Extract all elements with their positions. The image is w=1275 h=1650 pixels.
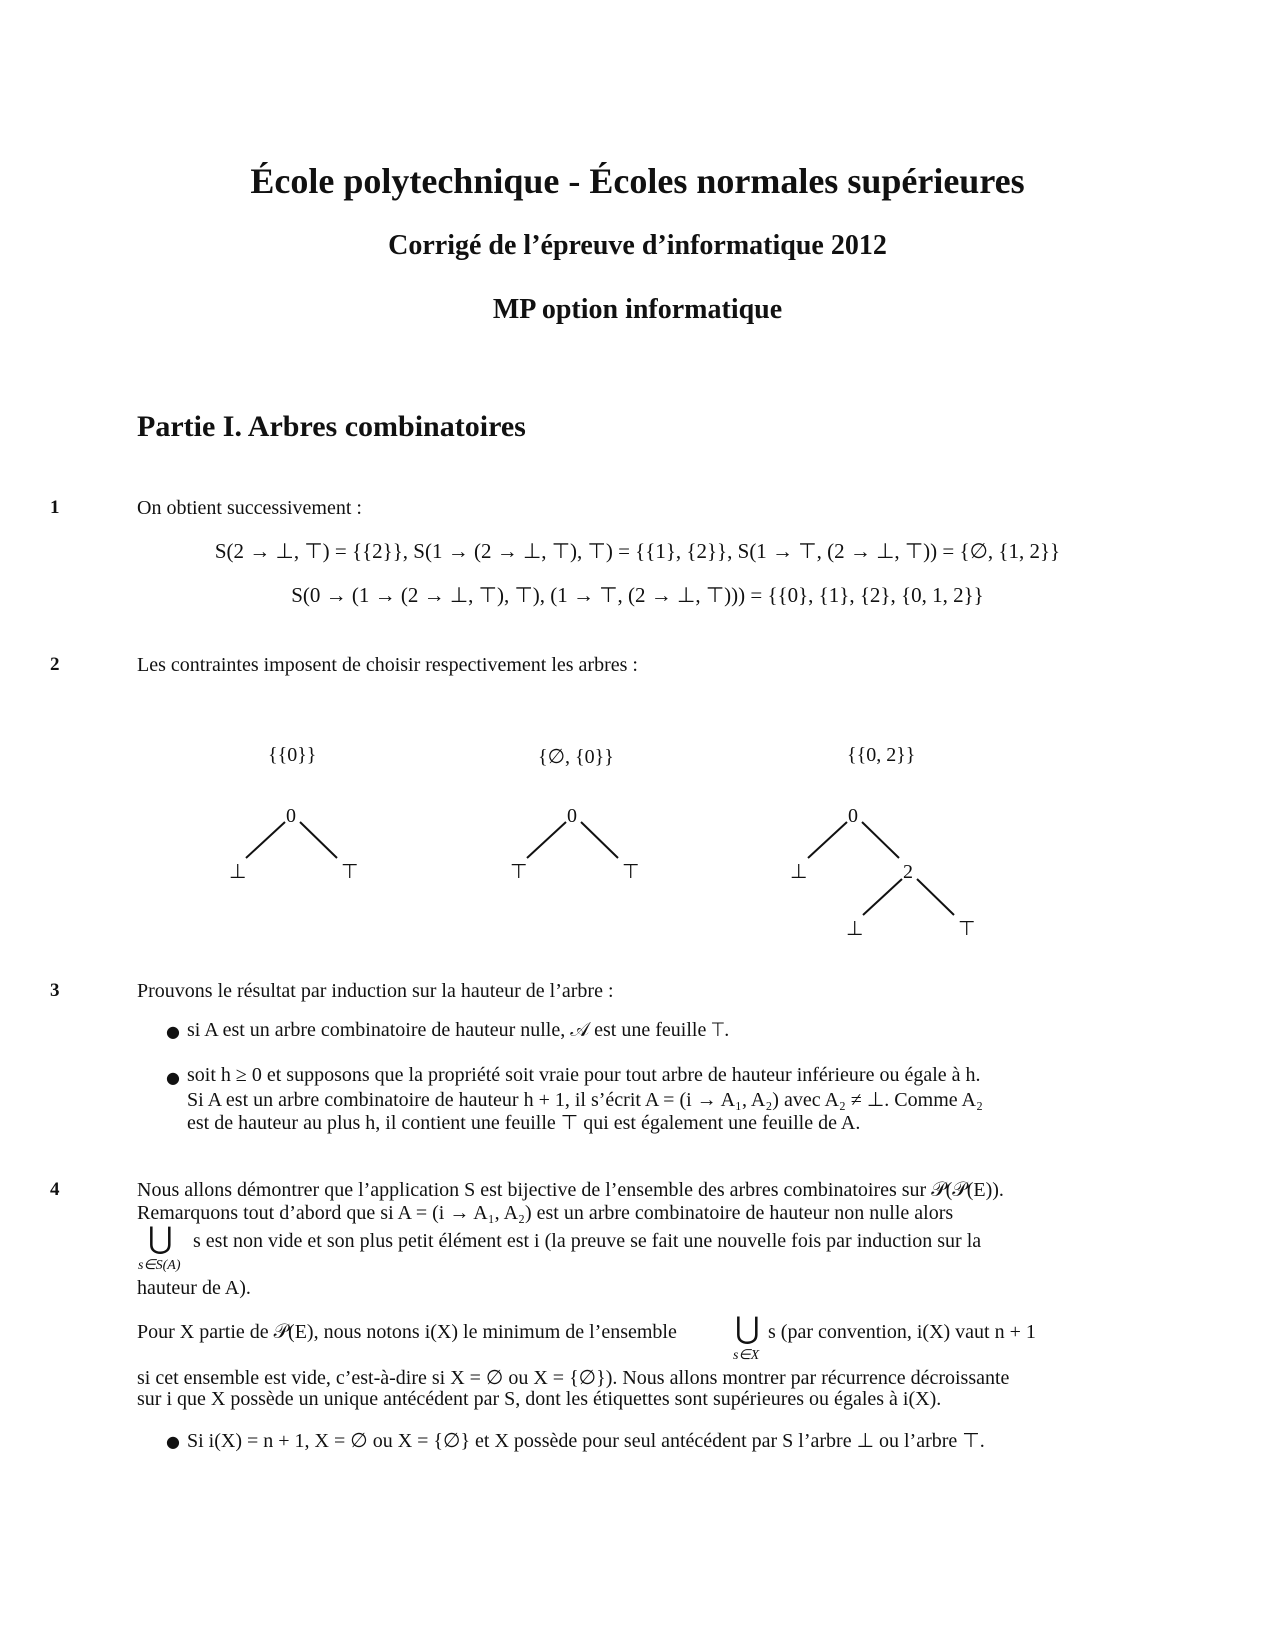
tree2-set-label: {∅, {0}} bbox=[538, 746, 614, 768]
tree3-root: 0 bbox=[848, 805, 858, 827]
tree2-edge-left bbox=[527, 822, 566, 858]
q4-bullet-1: Si i(X) = n + 1, X = ∅ ou X = {∅} et X possède pour seul antécédent par S l’arbre ⊥ ou l’arbre ⊤. bbox=[187, 1430, 985, 1452]
q4-para2-line-3: sur i que X possède un unique antécédent par S, dont les étiquettes sont supérieures ou égales à i(X). bbox=[137, 1388, 942, 1410]
tree3-subedge-left bbox=[863, 879, 902, 915]
tree1-root: 0 bbox=[286, 805, 296, 827]
question-number-2: 2 bbox=[50, 654, 60, 675]
q1-equation-1: S(2 → ⊥, ⊤) = {{2}}, S(1 → (2 → ⊥, ⊤), ⊤) = {{1}, {2}}, S(1 → ⊤, (2 → ⊥, ⊤)) = {∅, {1, 2}} bbox=[214, 539, 1061, 563]
tree2-edge-right bbox=[581, 822, 618, 858]
q4-para1-line-2: Remarquons tout d’abord que si A = (i → A₁, A₂) est un arbre combinatoire de hauteur non nulle alors bbox=[137, 1202, 954, 1224]
tree1-set-label: {{0}} bbox=[268, 744, 317, 766]
tree2-root: 0 bbox=[567, 805, 577, 827]
bullet-icon: ● bbox=[166, 1432, 180, 1451]
tree1-edge-left bbox=[246, 822, 285, 858]
q4-para1-line-4: hauteur de A). bbox=[137, 1277, 251, 1299]
q4-para2-line-1a: Pour X partie de 𝒫(E), nous notons i(X) le minimum de l’ensemble bbox=[137, 1321, 677, 1343]
union-subscript-2: s∈X bbox=[733, 1348, 760, 1363]
tree1-leaf-right: ⊤ bbox=[341, 861, 359, 883]
q4-para2-line-1b: s (par convention, i(X) vaut n + 1 bbox=[768, 1321, 1036, 1343]
tree3-node-right: 2 bbox=[903, 861, 913, 883]
bullet-icon: ● bbox=[166, 1022, 180, 1041]
q3-intro: Prouvons le résultat par induction sur la hauteur de l’arbre : bbox=[137, 980, 614, 1002]
tree2-leaf-left: ⊤ bbox=[510, 861, 528, 883]
page-option: MP option informatique bbox=[492, 294, 783, 325]
tree3-subedge-right bbox=[917, 879, 954, 915]
q3-bullet-2-line-1: soit h ≥ 0 et supposons que la propriété soit vraie pour tout arbre de hauteur inférieure ou égale à h. bbox=[187, 1064, 981, 1086]
tree3-sub-leaf-right: ⊤ bbox=[958, 918, 976, 940]
big-union-symbol: ⋃ bbox=[148, 1221, 173, 1256]
page-title: École polytechnique - Écoles normales supérieures bbox=[250, 161, 1025, 201]
q4-para2-line-2: si cet ensemble est vide, c’est-à-dire si X = ∅ ou X = {∅}). Nous allons montrer par récurrence décroissante bbox=[137, 1367, 1010, 1389]
section-title: Partie I. Arbres combinatoires bbox=[137, 410, 526, 443]
q1-equation-2: S(0 → (1 → (2 → ⊥, ⊤), ⊤), (1 → ⊤, (2 → ⊥, ⊤))) = {{0}, {1}, {2}, {0, 1, 2}} bbox=[291, 583, 984, 607]
question-number-3: 3 bbox=[50, 980, 60, 1001]
tree3-leaf-left: ⊥ bbox=[790, 861, 808, 883]
q4-para1-line-3: s est non vide et son plus petit élément est i (la preuve se fait une nouvelle fois par induction sur la bbox=[193, 1230, 982, 1252]
tree2-leaf-right: ⊤ bbox=[622, 861, 640, 883]
q2-intro: Les contraintes imposent de choisir respectivement les arbres : bbox=[137, 654, 638, 676]
bullet-icon: ● bbox=[166, 1068, 180, 1087]
question-number-1: 1 bbox=[50, 497, 60, 518]
tree3-edge-left bbox=[808, 822, 847, 858]
union-subscript-1: s∈S(A) bbox=[138, 1258, 181, 1273]
tree3-edge-right bbox=[862, 822, 899, 858]
tree1-edge-right bbox=[300, 822, 337, 858]
tree3-sub-leaf-left: ⊥ bbox=[846, 918, 864, 940]
big-union-symbol: ⋃ bbox=[735, 1311, 760, 1346]
q3-bullet-2-line-3: est de hauteur au plus h, il contient une feuille ⊤ qui est également une feuille de A. bbox=[187, 1112, 861, 1134]
tree1-leaf-left: ⊥ bbox=[229, 861, 247, 883]
page-subtitle: Corrigé de l’épreuve d’informatique 2012 bbox=[388, 230, 887, 261]
tree3-set-label: {{0, 2}} bbox=[847, 744, 916, 766]
q3-bullet-2-line-2: Si A est un arbre combinatoire de hauteur h + 1, il s’écrit A = (i → A₁, A₂) avec A₂ ≠ ⊥. Comme A₂ bbox=[187, 1089, 983, 1111]
question-number-4: 4 bbox=[50, 1179, 60, 1200]
q4-para1-line-1: Nous allons démontrer que l’application S est bijective de l’ensemble des arbres combinatoires sur 𝒫(𝒫(E)). bbox=[137, 1179, 1004, 1201]
q3-bullet-1: si A est un arbre combinatoire de hauteur nulle, 𝒜 est une feuille ⊤. bbox=[187, 1019, 730, 1041]
q1-intro: On obtient successivement : bbox=[137, 497, 362, 519]
